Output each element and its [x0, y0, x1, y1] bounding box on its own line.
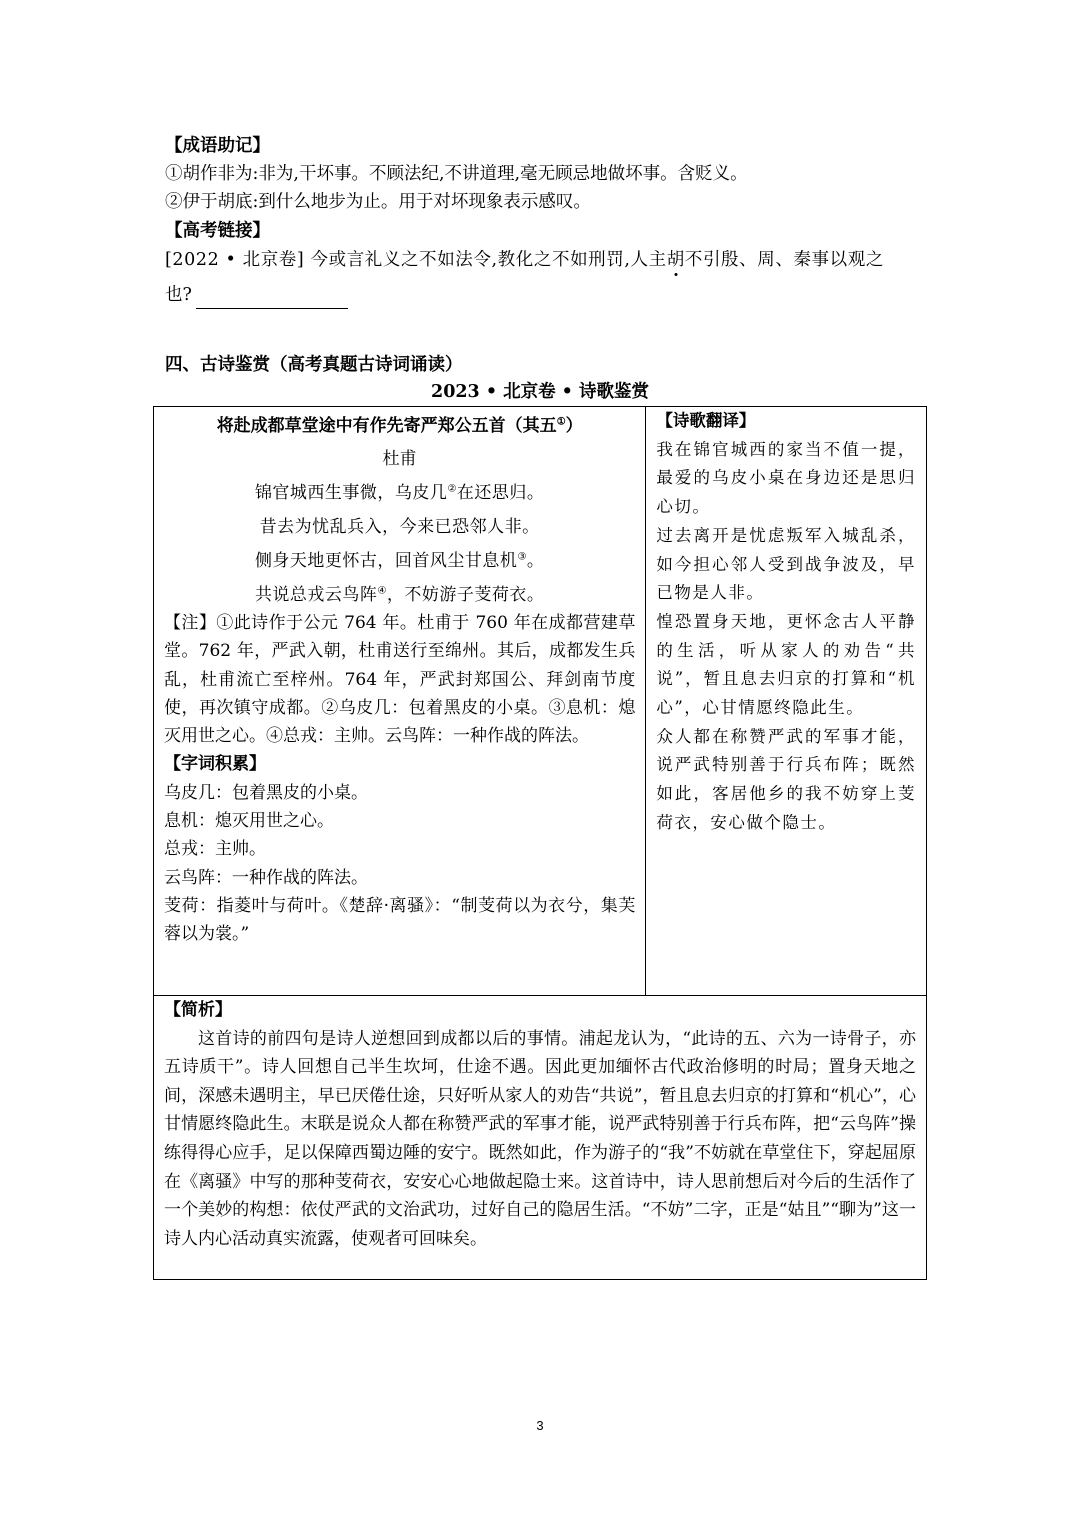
poem-line-4-b: ，不妨游子芰荷衣。 [386, 585, 545, 605]
translation [646, 407, 926, 838]
idiom-item-1: ①胡作非为:非为,干坏事。不顾法纪,不讲道理,毫无顾忌地做坏事。含贬义。 [165, 164, 748, 184]
exam-question-part-a: [2022 • 北京卷] 今或言礼义之不如法令,教化之不如刑罚,人主 [165, 250, 667, 270]
vocab-heading: 【字词积累】 [164, 754, 266, 775]
poem-line-4-a: 共说总戎云鸟阵 [254, 585, 378, 605]
poem-line-4 [154, 580, 645, 605]
exam-link-heading: 【高考链接】 [165, 221, 270, 241]
poem-line-1 [154, 478, 645, 503]
notes-text: 【注】①此诗作于公元 764 年。杜甫于 760 年在成都营建草堂。762 年，严武入朝，杜甫送行至绵州。其后，成都发生兵乱，杜甫流亡至梓州。764 年，严武封郑国公、拜剑南节度使，再次镇守成都。②乌皮几：包着黑皮的小桌。③息机：熄灭用世之心。④总戎：主帅。云鸟阵：一种作战的阵法。 [164, 613, 636, 747]
poem-line-3-a: 侧身天地更怀古，回首风尘甘息机 [254, 551, 518, 571]
answer-blank[interactable] [196, 288, 348, 309]
vocab-item: 云鸟阵：一种作战的阵法。 [164, 867, 368, 888]
translation-paragraph: 我在锦官城西的家当不值一提，最爱的乌皮小桌在身边还是思归心切。 [656, 439, 916, 517]
exam-question-part-c: 也? [165, 285, 192, 305]
poem-title-end: ） [565, 416, 583, 436]
analysis-cell [154, 996, 927, 1280]
exam-link-question [165, 246, 884, 274]
idiom-item-2: ②伊于胡底:到什么地步为止。用于对坏现象表示感叹。 [165, 192, 591, 212]
poem-line-1-a: 锦官城西生事微，乌皮几 [254, 483, 448, 503]
section-subheading: 2023 • 北京卷 • 诗歌鉴赏 [431, 382, 649, 402]
footnote-marker: ④ [377, 585, 387, 597]
vocab-item: 息机：熄灭用世之心。 [164, 811, 334, 832]
poem-title [154, 411, 645, 436]
footnote-marker: ② [447, 483, 457, 495]
vocab-item: 芰荷：指菱叶与荷叶。《楚辞·离骚》：“制芰荷以为衣兮，集芙蓉以为裳。” [164, 895, 636, 945]
exam-link-question-line2 [165, 281, 348, 309]
emphasis-dot-char: 胡 [666, 250, 685, 270]
translation-cell [646, 407, 927, 996]
poem-line-1-b: 在还思归。 [456, 483, 545, 503]
vocab-item: 乌皮几：包着黑皮的小桌。 [164, 782, 368, 803]
translation-paragraph: 众人都在称赞严武的军事才能，说严武特别善于行兵布阵；既然如此，客居他乡的我不妨穿上芰荷衣，安心做个隐士。 [656, 726, 916, 832]
translation-paragraph: 过去离开是忧虑叛军入城乱杀，如今担心邻人受到战争波及，早已物是人非。 [656, 525, 916, 603]
page-number: 3 [536, 1418, 544, 1433]
poem-line-2: 昔去为忧乱兵入，今来已恐邻人非。 [259, 517, 540, 537]
analysis [154, 996, 926, 1253]
poem-line-3-b: 。 [526, 551, 545, 571]
poem-cell [154, 407, 646, 996]
poem-notes [154, 609, 645, 949]
section-heading: 四、古诗鉴赏（高考真题古诗词诵读） [165, 355, 463, 375]
translation-paragraph: 惶恐置身天地，更怀念古人平静的生活，听从家人的劝告“共说”，暂且息去归京的打算和“机心”，心甘情愿终隐此生。 [656, 611, 916, 718]
idiom-heading: 【成语助记】 [165, 136, 270, 156]
exam-question-part-b: 不引殷、周、秦事以观之 [684, 250, 884, 270]
poem-table [153, 406, 927, 1280]
poem-line-3 [154, 546, 645, 571]
vocab-item: 总戎：主帅。 [164, 839, 266, 860]
footnote-marker: ① [556, 416, 566, 428]
footnote-marker: ③ [517, 551, 527, 563]
poem-title-text: 将赴成都草堂途中有作先寄严郑公五首（其五 [216, 416, 557, 436]
translation-heading: 【诗歌翻译】 [656, 411, 756, 430]
poem-author: 杜甫 [382, 449, 417, 469]
analysis-heading: 【简析】 [164, 1000, 232, 1020]
analysis-text: 这首诗的前四句是诗人逆想回到成都以后的事情。浦起龙认为，“此诗的五、六为一诗骨子，亦五诗质干”。诗人回想自己半生坎坷，仕途不遇。因此更加缅怀古代政治修明的时局；置身天地之间，深感未遇明主，早已厌倦仕途，只好听从家人的劝告“共说”，暂且息去归京的打算和“机心”，心甘情愿终隐此生。末联是说众人都在称赞严武的军事才能，说严武特别善于行兵布阵，把“云鸟阵”操练得得心应手，足以保障西蜀边陲的安宁。既然如此，作为游子的“我”不妨就在草堂住下，穿起屈原在《离骚》中写的那种芰荷衣，安安心心地做起隐士来。这首诗中，诗人思前想后对今后的生活作了一个美妙的构想：依仗严武的文治武功，过好自己的隐居生活。“不妨”二字，正是“姑且”“聊为”这一诗人内心活动真实流露，使观者可回味矣。 [164, 1028, 916, 1249]
